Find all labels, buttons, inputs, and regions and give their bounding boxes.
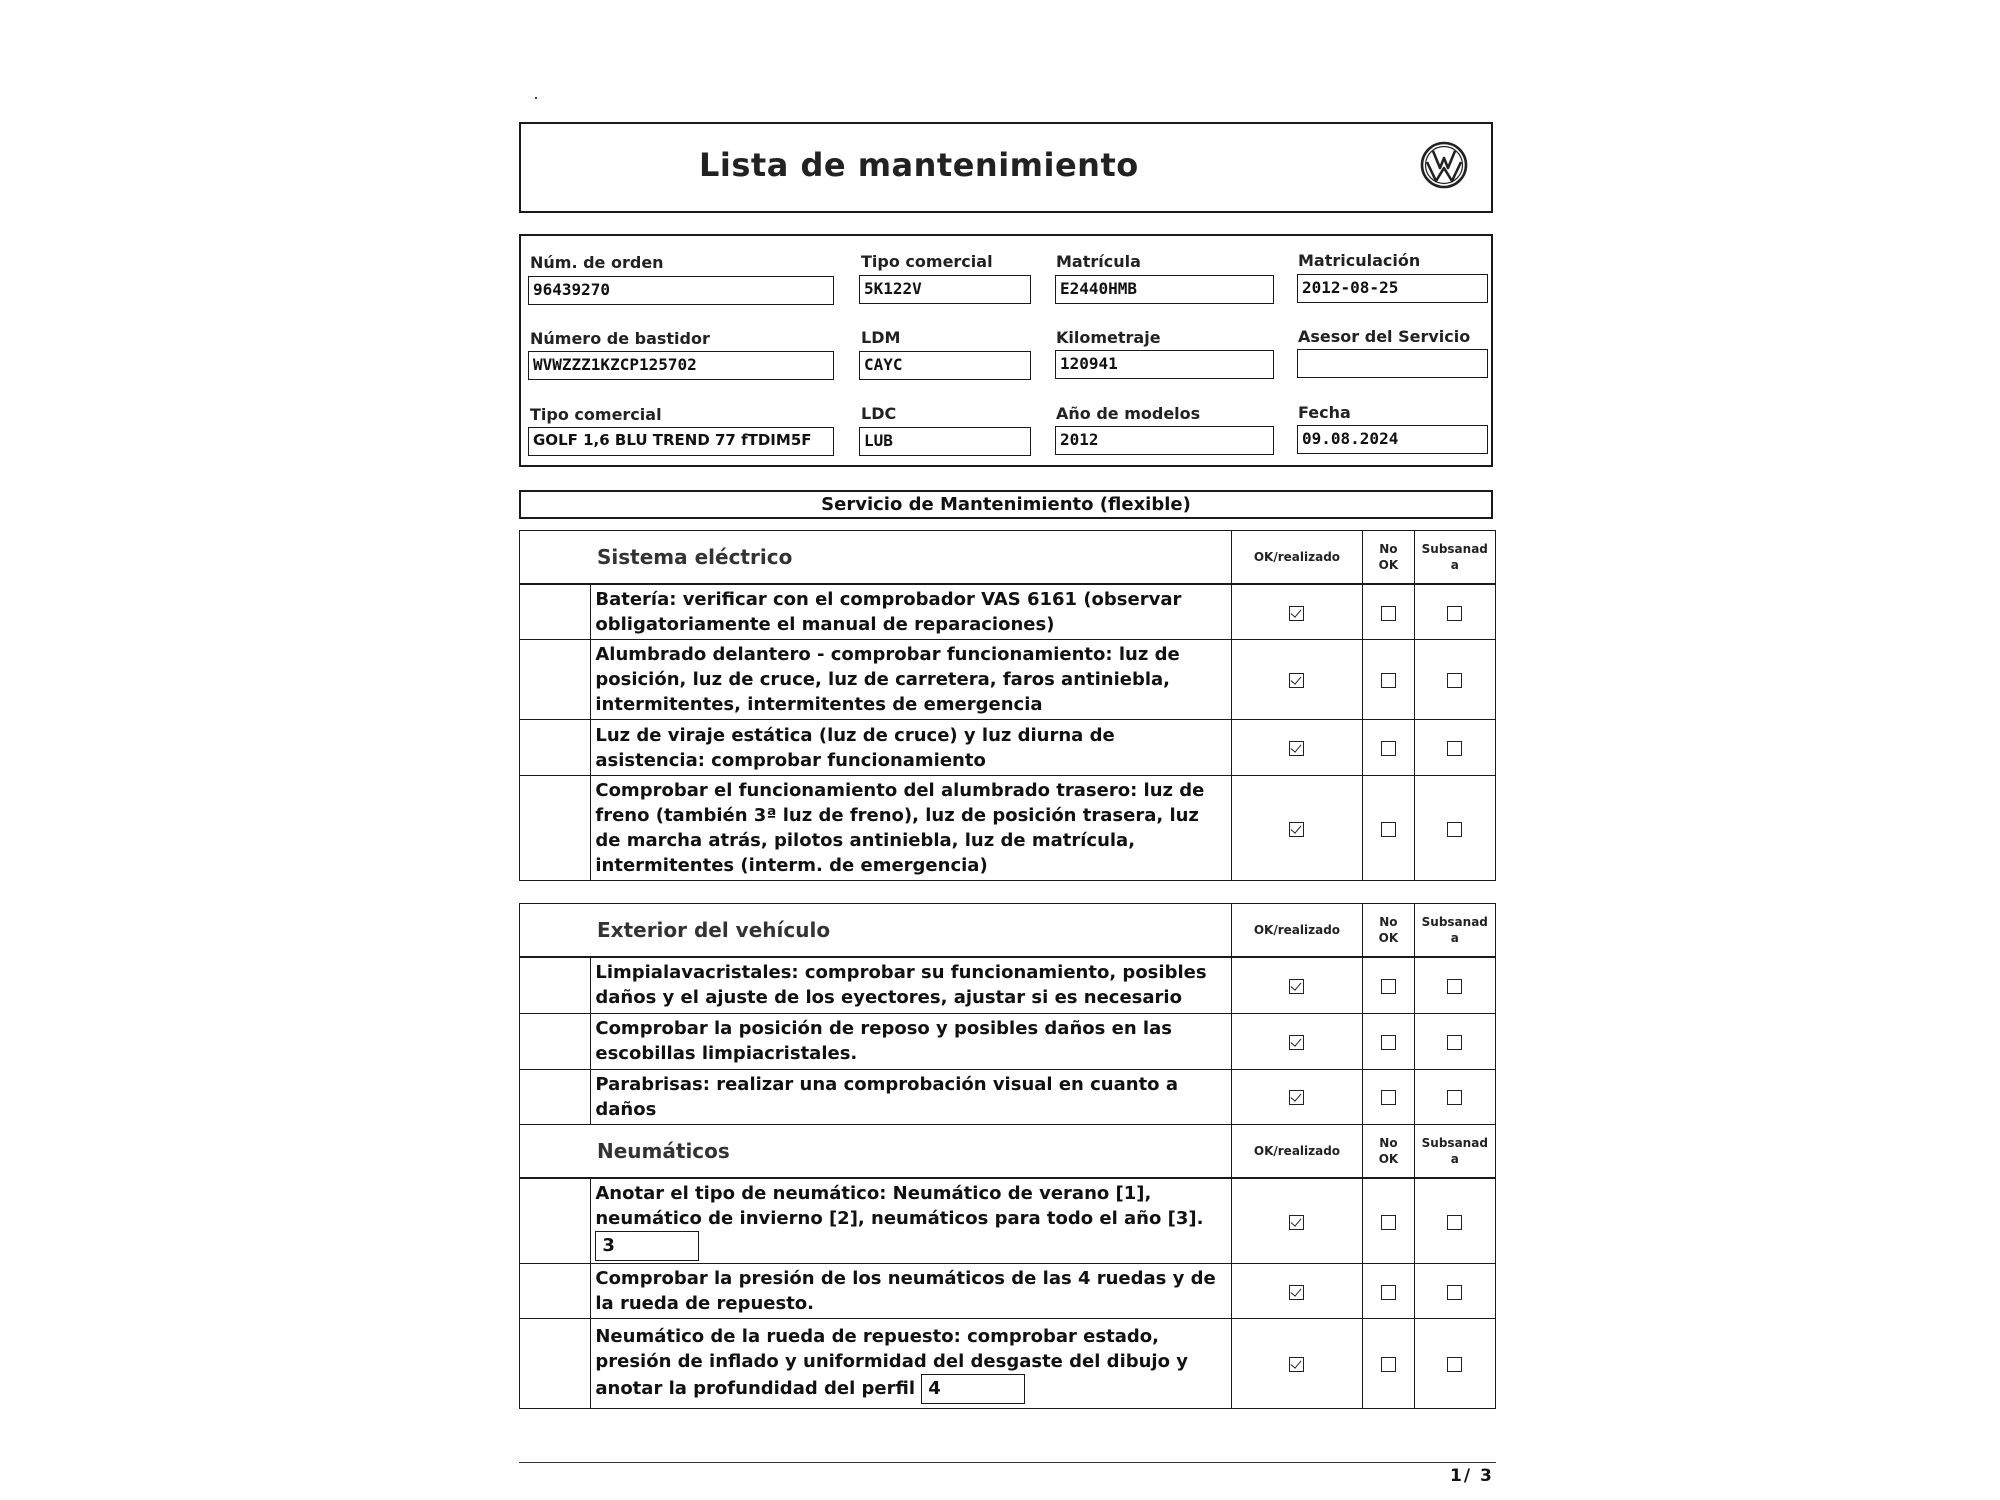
- item-text-content: Neumático de la rueda de repuesto: comprobar estado, presión de inflado y uniformidad del desgaste del dibujo y anotar la profundidad del perfil: [595, 1325, 1188, 1399]
- item-text: Limpialavacristales: comprobar su funcionamiento, posibles daños y el ajuste de los eyectores, ajustar si es necesario: [591, 957, 1231, 1013]
- ok-checkbox[interactable]: [1289, 606, 1304, 621]
- kilometraje-label: Kilometraje: [1056, 328, 1161, 347]
- no-ok-checkbox[interactable]: [1381, 606, 1396, 621]
- no-ok-checkbox[interactable]: [1381, 1035, 1396, 1050]
- ok-checkbox[interactable]: [1289, 673, 1304, 688]
- section-exterior-vehiculo: [519, 903, 1496, 1125]
- num-orden-value: 96439270: [528, 276, 834, 305]
- row-spacer: [520, 1178, 591, 1264]
- asesor-label: Asesor del Servicio: [1298, 327, 1471, 346]
- subsanada-checkbox[interactable]: [1447, 1215, 1462, 1230]
- section-title: Sistema eléctrico: [520, 531, 1232, 585]
- num-orden-label: Núm. de orden: [530, 253, 664, 272]
- checklist-row: [520, 584, 1496, 640]
- item-text-content: Anotar el tipo de neumático: Neumático de verano [1], neumático de invierno [2], neumáticos para todo el año [3].: [595, 1183, 1204, 1229]
- no-ok-checkbox[interactable]: [1381, 1285, 1396, 1300]
- service-title: Servicio de Mantenimiento (flexible): [519, 490, 1493, 519]
- tire-type-value-field[interactable]: 3: [595, 1231, 699, 1261]
- no-ok-checkbox[interactable]: [1381, 1357, 1396, 1372]
- subsanada-checkbox[interactable]: [1447, 822, 1462, 837]
- checklist-row: [520, 1013, 1496, 1069]
- checklist-row: [520, 720, 1496, 776]
- anio-modelos-label: Año de modelos: [1056, 404, 1201, 423]
- item-text: Comprobar el funcionamiento del alumbrado trasero: luz de freno (también 3ª luz de freno), luz de posición trasera, luz de marcha atrás, pilotos antiniebla, luz de matrícula, intermitentes (interm. de emergencia): [591, 776, 1231, 881]
- matriculacion-label: Matriculación: [1298, 251, 1421, 270]
- ldc-label: LDC: [861, 404, 897, 423]
- subsanada-checkbox[interactable]: [1447, 673, 1462, 688]
- item-text: Comprobar la presión de los neumáticos de las 4 ruedas y de la rueda de repuesto.: [591, 1264, 1231, 1319]
- item-text: [591, 1178, 1231, 1264]
- no-ok-checkbox[interactable]: [1381, 822, 1396, 837]
- page-title: Lista de mantenimiento: [699, 146, 1139, 184]
- row-spacer: [520, 720, 591, 776]
- col-header-subsanada: Subsanad a: [1414, 531, 1495, 585]
- vw-logo-icon: [1419, 140, 1469, 190]
- ok-checkbox[interactable]: [1289, 1035, 1304, 1050]
- col-header-subsanada: Subsanad a: [1414, 904, 1495, 958]
- item-text: Luz de viraje estática (luz de cruce) y luz diurna de asistencia: comprobar funcionamiento: [591, 720, 1231, 776]
- row-spacer: [520, 776, 591, 881]
- section-title: Exterior del vehículo: [520, 904, 1232, 958]
- ldm-value: CAYC: [859, 351, 1031, 380]
- subsanada-checkbox[interactable]: [1447, 1357, 1462, 1372]
- ok-checkbox[interactable]: [1289, 741, 1304, 756]
- numero-bastidor-label: Número de bastidor: [530, 329, 710, 348]
- tipo-comercial-name-label: Tipo comercial: [530, 405, 662, 424]
- row-spacer: [520, 584, 591, 640]
- asesor-value: [1297, 349, 1488, 378]
- checklist-row: [520, 1069, 1496, 1124]
- col-header-ok: OK/realizado: [1231, 531, 1363, 585]
- row-spacer: [520, 1013, 591, 1069]
- ldc-value: LUB: [859, 427, 1031, 456]
- ok-checkbox[interactable]: [1289, 822, 1304, 837]
- subsanada-checkbox[interactable]: [1447, 606, 1462, 621]
- ok-checkbox[interactable]: [1289, 979, 1304, 994]
- matriculacion-value: 2012-08-25: [1297, 274, 1488, 303]
- checklist-row: [520, 776, 1496, 881]
- matricula-label: Matrícula: [1056, 252, 1141, 271]
- subsanada-checkbox[interactable]: [1447, 1035, 1462, 1050]
- subsanada-checkbox[interactable]: [1447, 979, 1462, 994]
- item-text: Comprobar la posición de reposo y posibles daños en las escobillas limpiacristales.: [591, 1013, 1231, 1069]
- anio-modelos-value: 2012: [1055, 426, 1274, 455]
- col-header-no-ok: No OK: [1363, 531, 1414, 585]
- ok-checkbox[interactable]: [1289, 1285, 1304, 1300]
- ok-checkbox[interactable]: [1289, 1357, 1304, 1372]
- footer-rule: [519, 1462, 1496, 1463]
- item-text: Alumbrado delantero - comprobar funcionamiento: luz de posición, luz de cruce, luz de carretera, faros antiniebla, intermitentes, intermitentes de emergencia: [591, 640, 1231, 720]
- scan-speck: [535, 97, 537, 99]
- no-ok-checkbox[interactable]: [1381, 979, 1396, 994]
- tipo-comercial-name-value: GOLF 1,6 BLU TREND 77 fTDIM5F: [528, 427, 834, 456]
- checklist-row: [520, 1264, 1496, 1319]
- row-spacer: [520, 1319, 591, 1409]
- checklist-row: [520, 1178, 1496, 1264]
- numero-bastidor-value: WVWZZZ1KZCP125702: [528, 351, 834, 380]
- no-ok-checkbox[interactable]: [1381, 1215, 1396, 1230]
- no-ok-checkbox[interactable]: [1381, 741, 1396, 756]
- checklist-row: [520, 640, 1496, 720]
- row-spacer: [520, 1264, 591, 1319]
- fecha-value: 09.08.2024: [1297, 425, 1488, 454]
- subsanada-checkbox[interactable]: [1447, 741, 1462, 756]
- item-text: [591, 1319, 1231, 1409]
- subsanada-checkbox[interactable]: [1447, 1090, 1462, 1105]
- kilometraje-value: 120941: [1055, 350, 1274, 379]
- ldm-label: LDM: [861, 328, 901, 347]
- page-number: 1/ 3: [1450, 1466, 1494, 1486]
- no-ok-checkbox[interactable]: [1381, 673, 1396, 688]
- document-header: [519, 122, 1493, 213]
- row-spacer: [520, 1069, 591, 1124]
- subsanada-checkbox[interactable]: [1447, 1285, 1462, 1300]
- section-sistema-electrico: [519, 530, 1496, 881]
- no-ok-checkbox[interactable]: [1381, 1090, 1396, 1105]
- ok-checkbox[interactable]: [1289, 1215, 1304, 1230]
- row-spacer: [520, 957, 591, 1013]
- item-text: Parabrisas: realizar una comprobación visual en cuanto a daños: [591, 1069, 1231, 1124]
- col-header-ok: OK/realizado: [1231, 1125, 1363, 1179]
- section-neumaticos: [519, 1124, 1496, 1409]
- col-header-subsanada: Subsanad a: [1414, 1125, 1495, 1179]
- tread-depth-value-field[interactable]: 4: [921, 1374, 1025, 1404]
- tipo-comercial-code-value: 5K122V: [859, 275, 1031, 304]
- ok-checkbox[interactable]: [1289, 1090, 1304, 1105]
- item-text: Batería: verificar con el comprobador VAS 6161 (observar obligatoriamente el manual de reparaciones): [591, 584, 1231, 640]
- col-header-ok: OK/realizado: [1231, 904, 1363, 958]
- fecha-label: Fecha: [1298, 403, 1351, 422]
- checklist-row: [520, 957, 1496, 1013]
- checklist-row: [520, 1319, 1496, 1409]
- matricula-value: E2440HMB: [1055, 275, 1274, 304]
- tipo-comercial-label: Tipo comercial: [861, 252, 993, 271]
- col-header-no-ok: No OK: [1363, 1125, 1414, 1179]
- row-spacer: [520, 640, 591, 720]
- section-title: Neumáticos: [520, 1125, 1232, 1179]
- order-info-panel: [519, 234, 1493, 467]
- col-header-no-ok: No OK: [1363, 904, 1414, 958]
